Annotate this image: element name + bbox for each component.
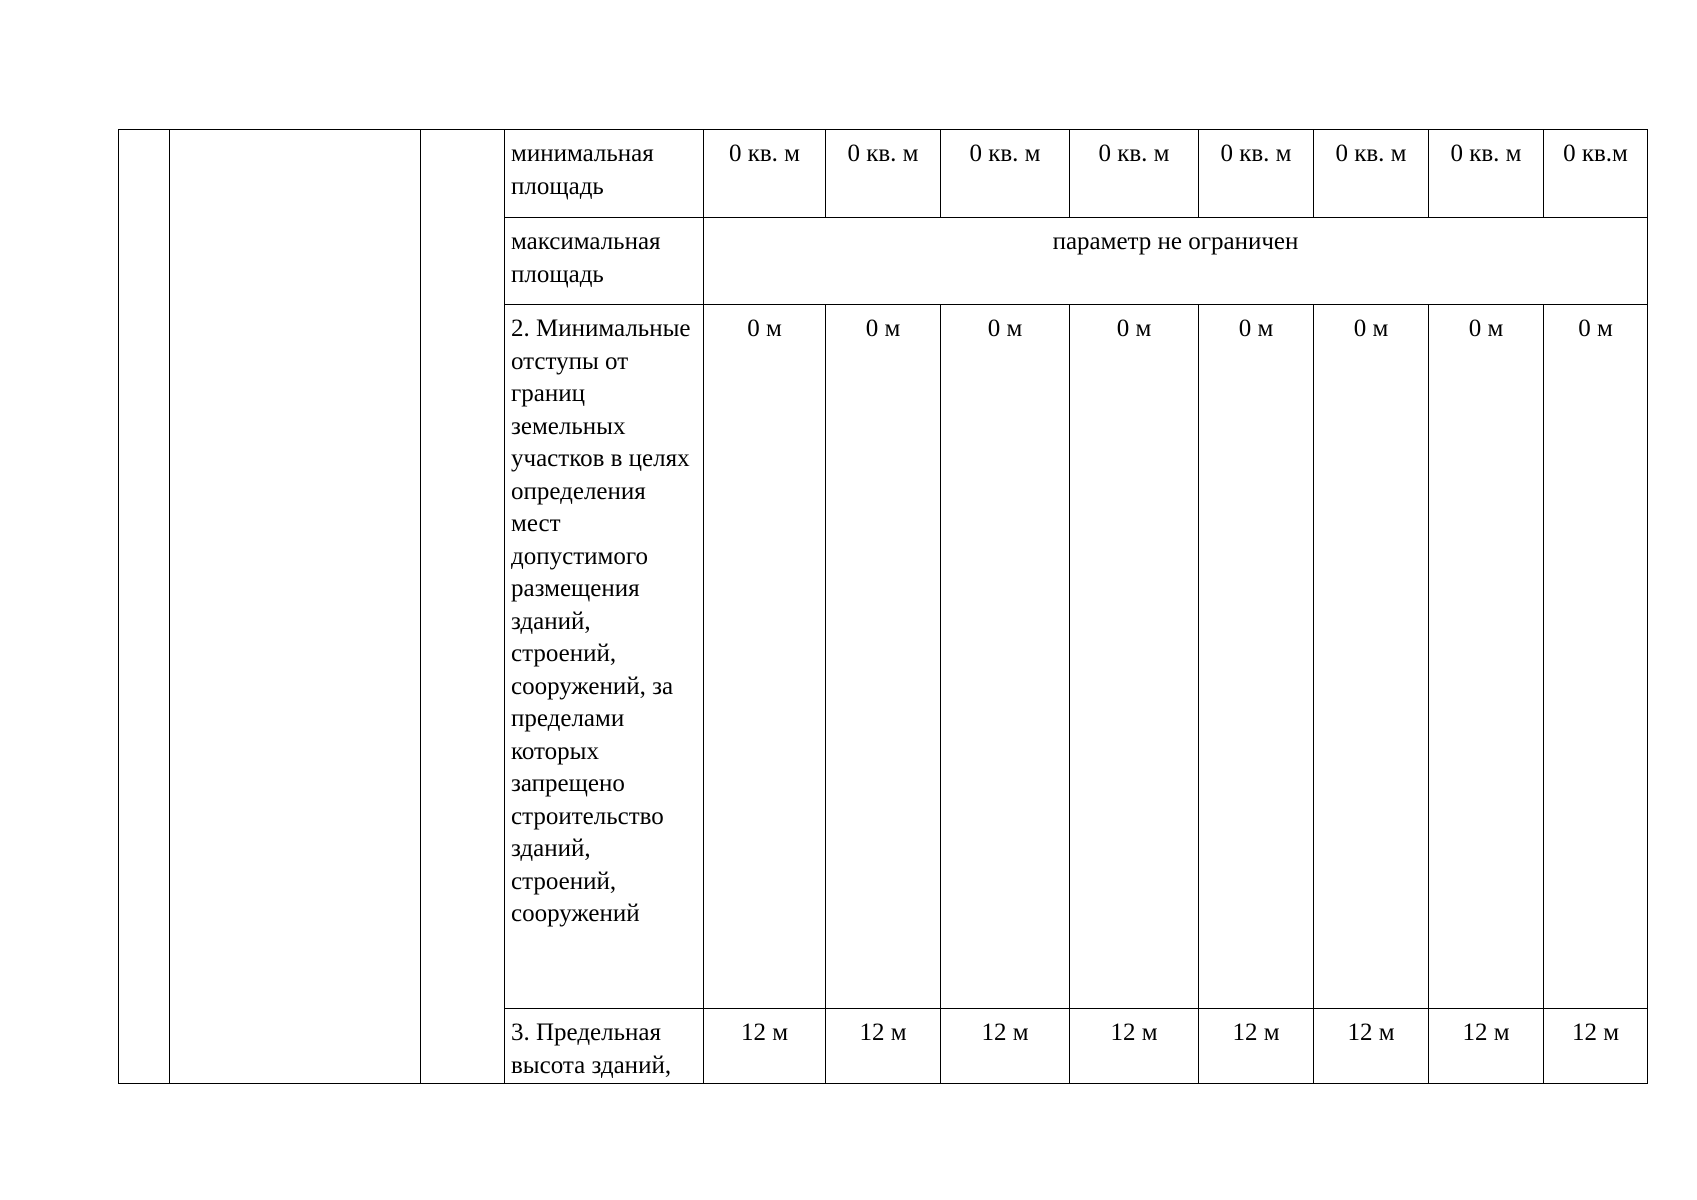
- parameters-table: [118, 129, 1648, 1084]
- row-label-max-height: [505, 1009, 704, 1084]
- table-cell: 12 м: [704, 1009, 826, 1084]
- table-cell: 0 кв.м: [1544, 130, 1648, 218]
- table-cell: 0 м: [1199, 305, 1314, 1009]
- table-cell: 12 м: [1199, 1009, 1314, 1084]
- table-cell: 0 м: [1314, 305, 1429, 1009]
- table-cell: 12 м: [1314, 1009, 1429, 1084]
- table-cell: 0 м: [1429, 305, 1544, 1009]
- table-cell: 0 кв. м: [1070, 130, 1199, 218]
- table-cell: 0 кв. м: [1429, 130, 1544, 218]
- table-cell: 0 м: [704, 305, 826, 1009]
- table-cell: 0 м: [941, 305, 1070, 1009]
- number-column-cell: [119, 130, 170, 1084]
- row-label-min-setbacks: 2. Минимальные отступы от границ земельных участков в целях определения мест допустимого размещения зданий, строений, сооружений, за пределами которых запрещено строительство зданий, строений, сооружений: [505, 305, 704, 1009]
- table-row-min-area: [119, 130, 1648, 218]
- row-label-text: 3. Предельная высота зданий,: [511, 1019, 672, 1079]
- row-label-min-area: минимальная площадь: [505, 130, 704, 218]
- table-cell: 0 кв. м: [704, 130, 826, 218]
- table-cell: 12 м: [1070, 1009, 1199, 1084]
- merged-value-cell: параметр не ограничен: [704, 218, 1648, 305]
- table-cell: 0 кв. м: [1199, 130, 1314, 218]
- zone-name-column-cell: [170, 130, 421, 1084]
- row-label-max-area: максимальная площадь: [505, 218, 704, 305]
- table-cell: 0 м: [826, 305, 941, 1009]
- table-cell: 0 кв. м: [941, 130, 1070, 218]
- code-column-cell: [421, 130, 505, 1084]
- table-cell: 0 м: [1544, 305, 1648, 1009]
- table-cell: 12 м: [1544, 1009, 1648, 1084]
- table-cell: 12 м: [941, 1009, 1070, 1084]
- table-cell: 0 кв. м: [1314, 130, 1429, 218]
- table-cell: 0 кв. м: [826, 130, 941, 218]
- table-cell: 12 м: [826, 1009, 941, 1084]
- table-cell: 0 м: [1070, 305, 1199, 1009]
- table-cell: 12 м: [1429, 1009, 1544, 1084]
